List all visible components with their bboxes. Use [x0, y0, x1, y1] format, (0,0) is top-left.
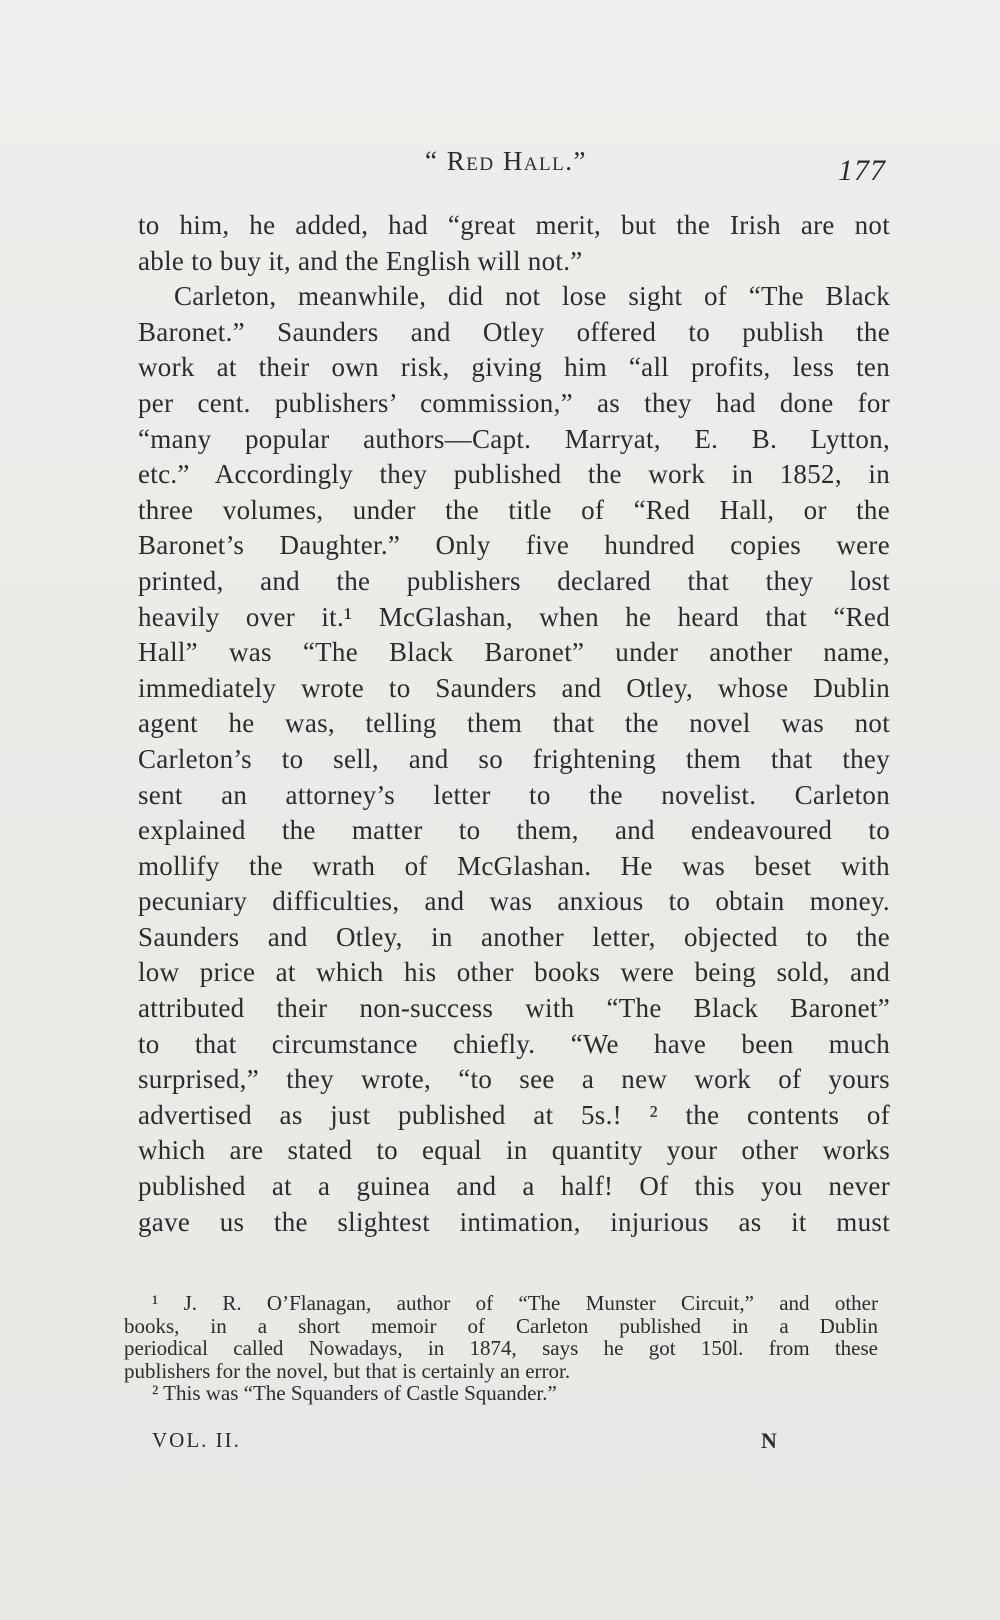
- text-line: agent he was, telling them that the novel was not: [138, 708, 890, 739]
- text-line: surprised,” they wrote, “to see a new work of yours: [138, 1064, 890, 1095]
- text-line: attributed their non-success with “The Black Baronet”: [138, 993, 890, 1024]
- text-line: Baronet’s Daughter.” Only five hundred copies were: [138, 530, 890, 561]
- text-line: per cent. publishers’ commission,” as they had done for: [138, 387, 890, 418]
- text-line: immediately wrote to Saunders and Otley, whose Dublin: [138, 672, 890, 703]
- text-line: “many popular authors—Capt. Marryat, E. B. Lytton,: [138, 423, 890, 454]
- text-line: advertised as just published at 5s.! ² the contents of: [138, 1099, 890, 1130]
- footnote-line: ¹ J. R. O’Flanagan, author of “The Munster Circuit,” and other: [152, 1291, 878, 1315]
- text-line: low price at which his other books were being sold, and: [138, 957, 890, 988]
- text-line: able to buy it, and the English will not.”: [138, 245, 583, 276]
- text-line: which are stated to equal in quantity your other works: [138, 1135, 890, 1166]
- text-line: pecuniary difficulties, and was anxious to obtain money.: [138, 886, 890, 917]
- text-line: to him, he added, had “great merit, but the Irish are not: [138, 210, 890, 240]
- text-line: gave us the slightest intimation, injurious as it must: [138, 1206, 890, 1237]
- text-line: heavily over it.¹ McGlashan, when he heard that “Red: [138, 601, 890, 632]
- text-line: Carleton’s to sell, and so frightening them that they: [138, 743, 890, 774]
- text-line: printed, and the publishers declared that they lost: [138, 565, 890, 596]
- footnote-line: ² This was “The Squanders of Castle Squander.”: [152, 1381, 557, 1405]
- running-title: “ Red Hall.”: [425, 146, 587, 176]
- text-line: three volumes, under the title of “Red Hall, or the: [138, 494, 890, 525]
- footnote-line: books, in a short memoir of Carleton published in a Dublin: [124, 1313, 878, 1338]
- footnote-line: periodical called Nowadays, in 1874, says he got 150l. from these: [124, 1336, 878, 1360]
- text-line: work at their own risk, giving him “all profits, less ten: [138, 352, 890, 383]
- text-line: explained the matter to them, and endeavoured to: [138, 815, 890, 846]
- text-line: Hall” was “The Black Baronet” under another name,: [138, 637, 890, 668]
- volume-signature: VOL. II.: [152, 1428, 241, 1452]
- gathering-mark: N: [761, 1428, 777, 1453]
- text-line: published at a guinea and a half! Of this you never: [138, 1171, 890, 1202]
- text-line: sent an attorney’s letter to the novelist. Carleton: [138, 779, 890, 810]
- text-line: etc.” Accordingly they published the work in 1852, in: [138, 459, 890, 490]
- text-line: mollify the wrath of McGlashan. He was beset with: [138, 850, 890, 881]
- text-line: Baronet.” Saunders and Otley offered to publish the: [138, 316, 890, 347]
- body-text: [138, 208, 890, 1240]
- text-line: Saunders and Otley, in another letter, objected to the: [138, 921, 890, 952]
- footnotes: [124, 1292, 878, 1405]
- page-number: 177: [838, 154, 886, 187]
- text-line: to that circumstance chiefly. “We have been much: [138, 1028, 890, 1059]
- running-head: [0, 146, 1000, 186]
- footnote-line: publishers for the novel, but that is certainly an error.: [124, 1358, 571, 1383]
- text-line: Carleton, meanwhile, did not lose sight of “The Black: [174, 281, 890, 312]
